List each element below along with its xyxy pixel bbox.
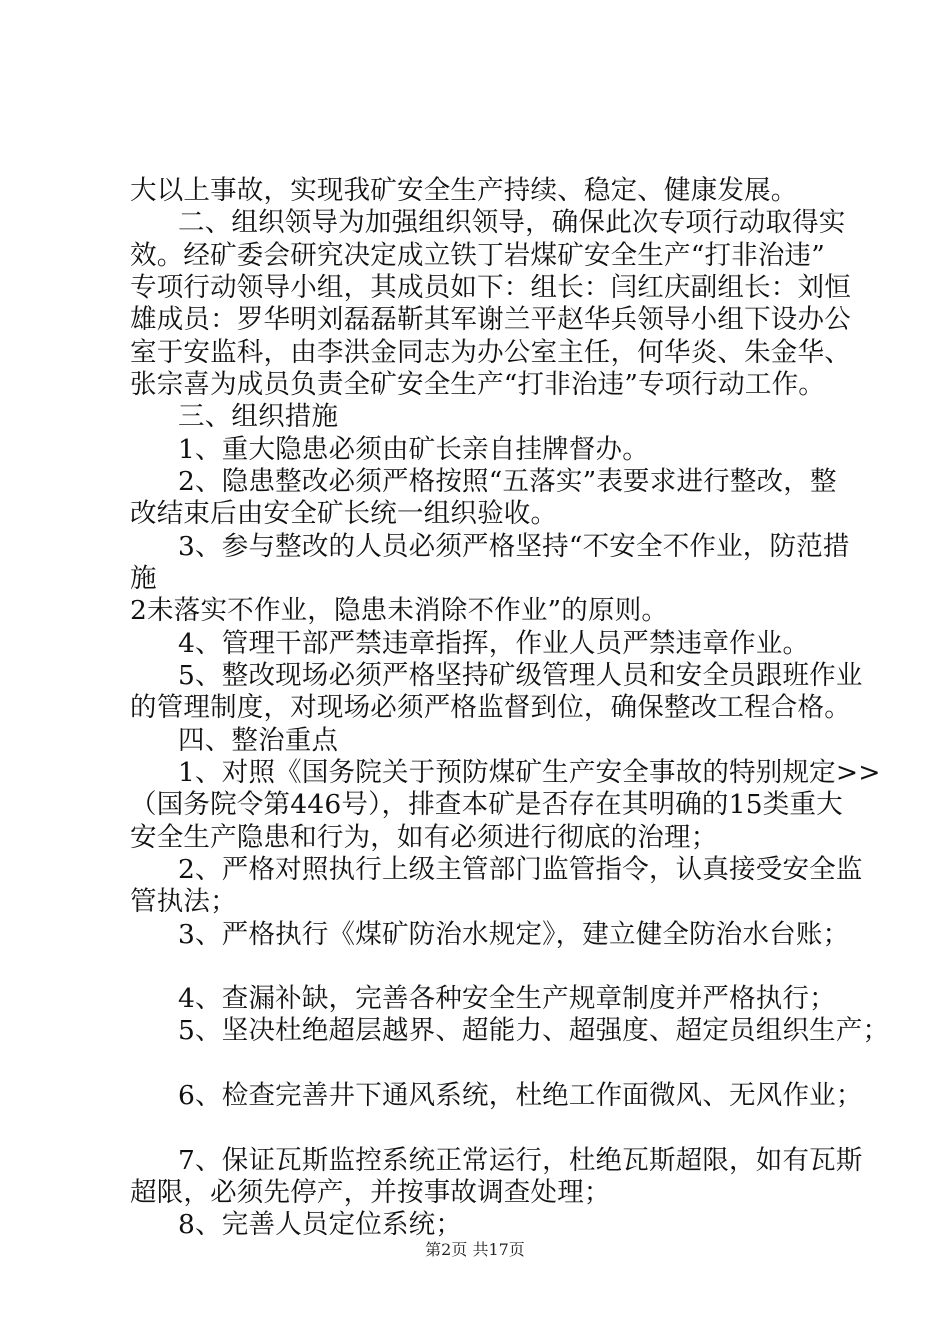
section-heading-focus: 四、整治重点 xyxy=(178,725,339,756)
list-item: 1、重大隐患必须由矿长亲自挂牌督办。 xyxy=(178,434,649,465)
text-line: 雄成员：罗华明刘磊磊靳其军谢兰平赵华兵领导小组下设办公 xyxy=(130,304,851,335)
page-number-footer: 第2页 共17页 xyxy=(425,1240,525,1259)
text-line: 2未落实不作业，隐患未消除不作业”的原则。 xyxy=(130,595,669,626)
text-line: 安全生产隐患和行为，如有必须进行彻底的治理； xyxy=(130,822,718,853)
text-line: （国务院令第446号），排查本矿是否存在其明确的15类重大 xyxy=(130,789,843,820)
list-item: 2、严格对照执行上级主管部门监管指令，认真接受安全监 xyxy=(178,854,863,885)
text-line: 改结束后由安全矿长统一组织验收。 xyxy=(130,498,558,529)
text-line: 张宗喜为成员负责全矿安全生产“打非治违”专项行动工作。 xyxy=(130,369,825,400)
section-heading-organization: 二、组织领导为加强组织领导，确保此次专项行动取得实 xyxy=(178,207,846,238)
text-line: 的管理制度，对现场必须严格监督到位，确保整改工程合格。 xyxy=(130,692,851,723)
text-line: 室于安监科，由李洪金同志为办公室主任，何华炎、朱金华、 xyxy=(130,337,851,368)
list-item: 3、参与整改的人员必须严格坚持“不安全不作业，防范措 xyxy=(178,531,850,562)
list-item: 2、隐患整改必须严格按照“五落实”表要求进行整改，整 xyxy=(178,466,837,497)
text-line: 专项行动领导小组，其成员如下：组长：闫红庆副组长：刘恒 xyxy=(130,272,851,303)
section-heading-measures: 三、组织措施 xyxy=(178,401,339,432)
list-item: 6、检查完善井下通风系统，杜绝工作面微风、无风作业； xyxy=(178,1080,863,1111)
list-item: 1、对照《国务院关于预防煤矿生产安全事故的特别规定>> xyxy=(178,757,881,788)
list-item: 5、坚决杜绝超层越界、超能力、超强度、超定员组织生产； xyxy=(178,1015,890,1046)
list-item: 7、保证瓦斯监控系统正常运行，杜绝瓦斯超限，如有瓦斯 xyxy=(178,1145,863,1176)
text-line: 管执法； xyxy=(130,886,237,917)
list-item: 8、完善人员定位系统； xyxy=(178,1209,463,1240)
list-item: 5、整改现场必须严格坚持矿级管理人员和安全员跟班作业 xyxy=(178,660,863,691)
list-item: 4、查漏补缺，完善各种安全生产规章制度并严格执行； xyxy=(178,983,836,1014)
text-line: 施 xyxy=(130,563,157,594)
list-item: 4、管理干部严禁违章指挥，作业人员严禁违章作业。 xyxy=(178,628,810,659)
list-item: 3、严格执行《煤矿防治水规定》，建立健全防治水台账； xyxy=(178,919,850,950)
text-line: 大以上事故，实现我矿安全生产持续、稳定、健康发展。 xyxy=(130,175,798,206)
text-line: 超限，必须先停产，并按事故调查处理； xyxy=(130,1177,611,1208)
text-line: 效。经矿委会研究决定成立铁丁岩煤矿安全生产“打非治违” xyxy=(130,240,825,271)
